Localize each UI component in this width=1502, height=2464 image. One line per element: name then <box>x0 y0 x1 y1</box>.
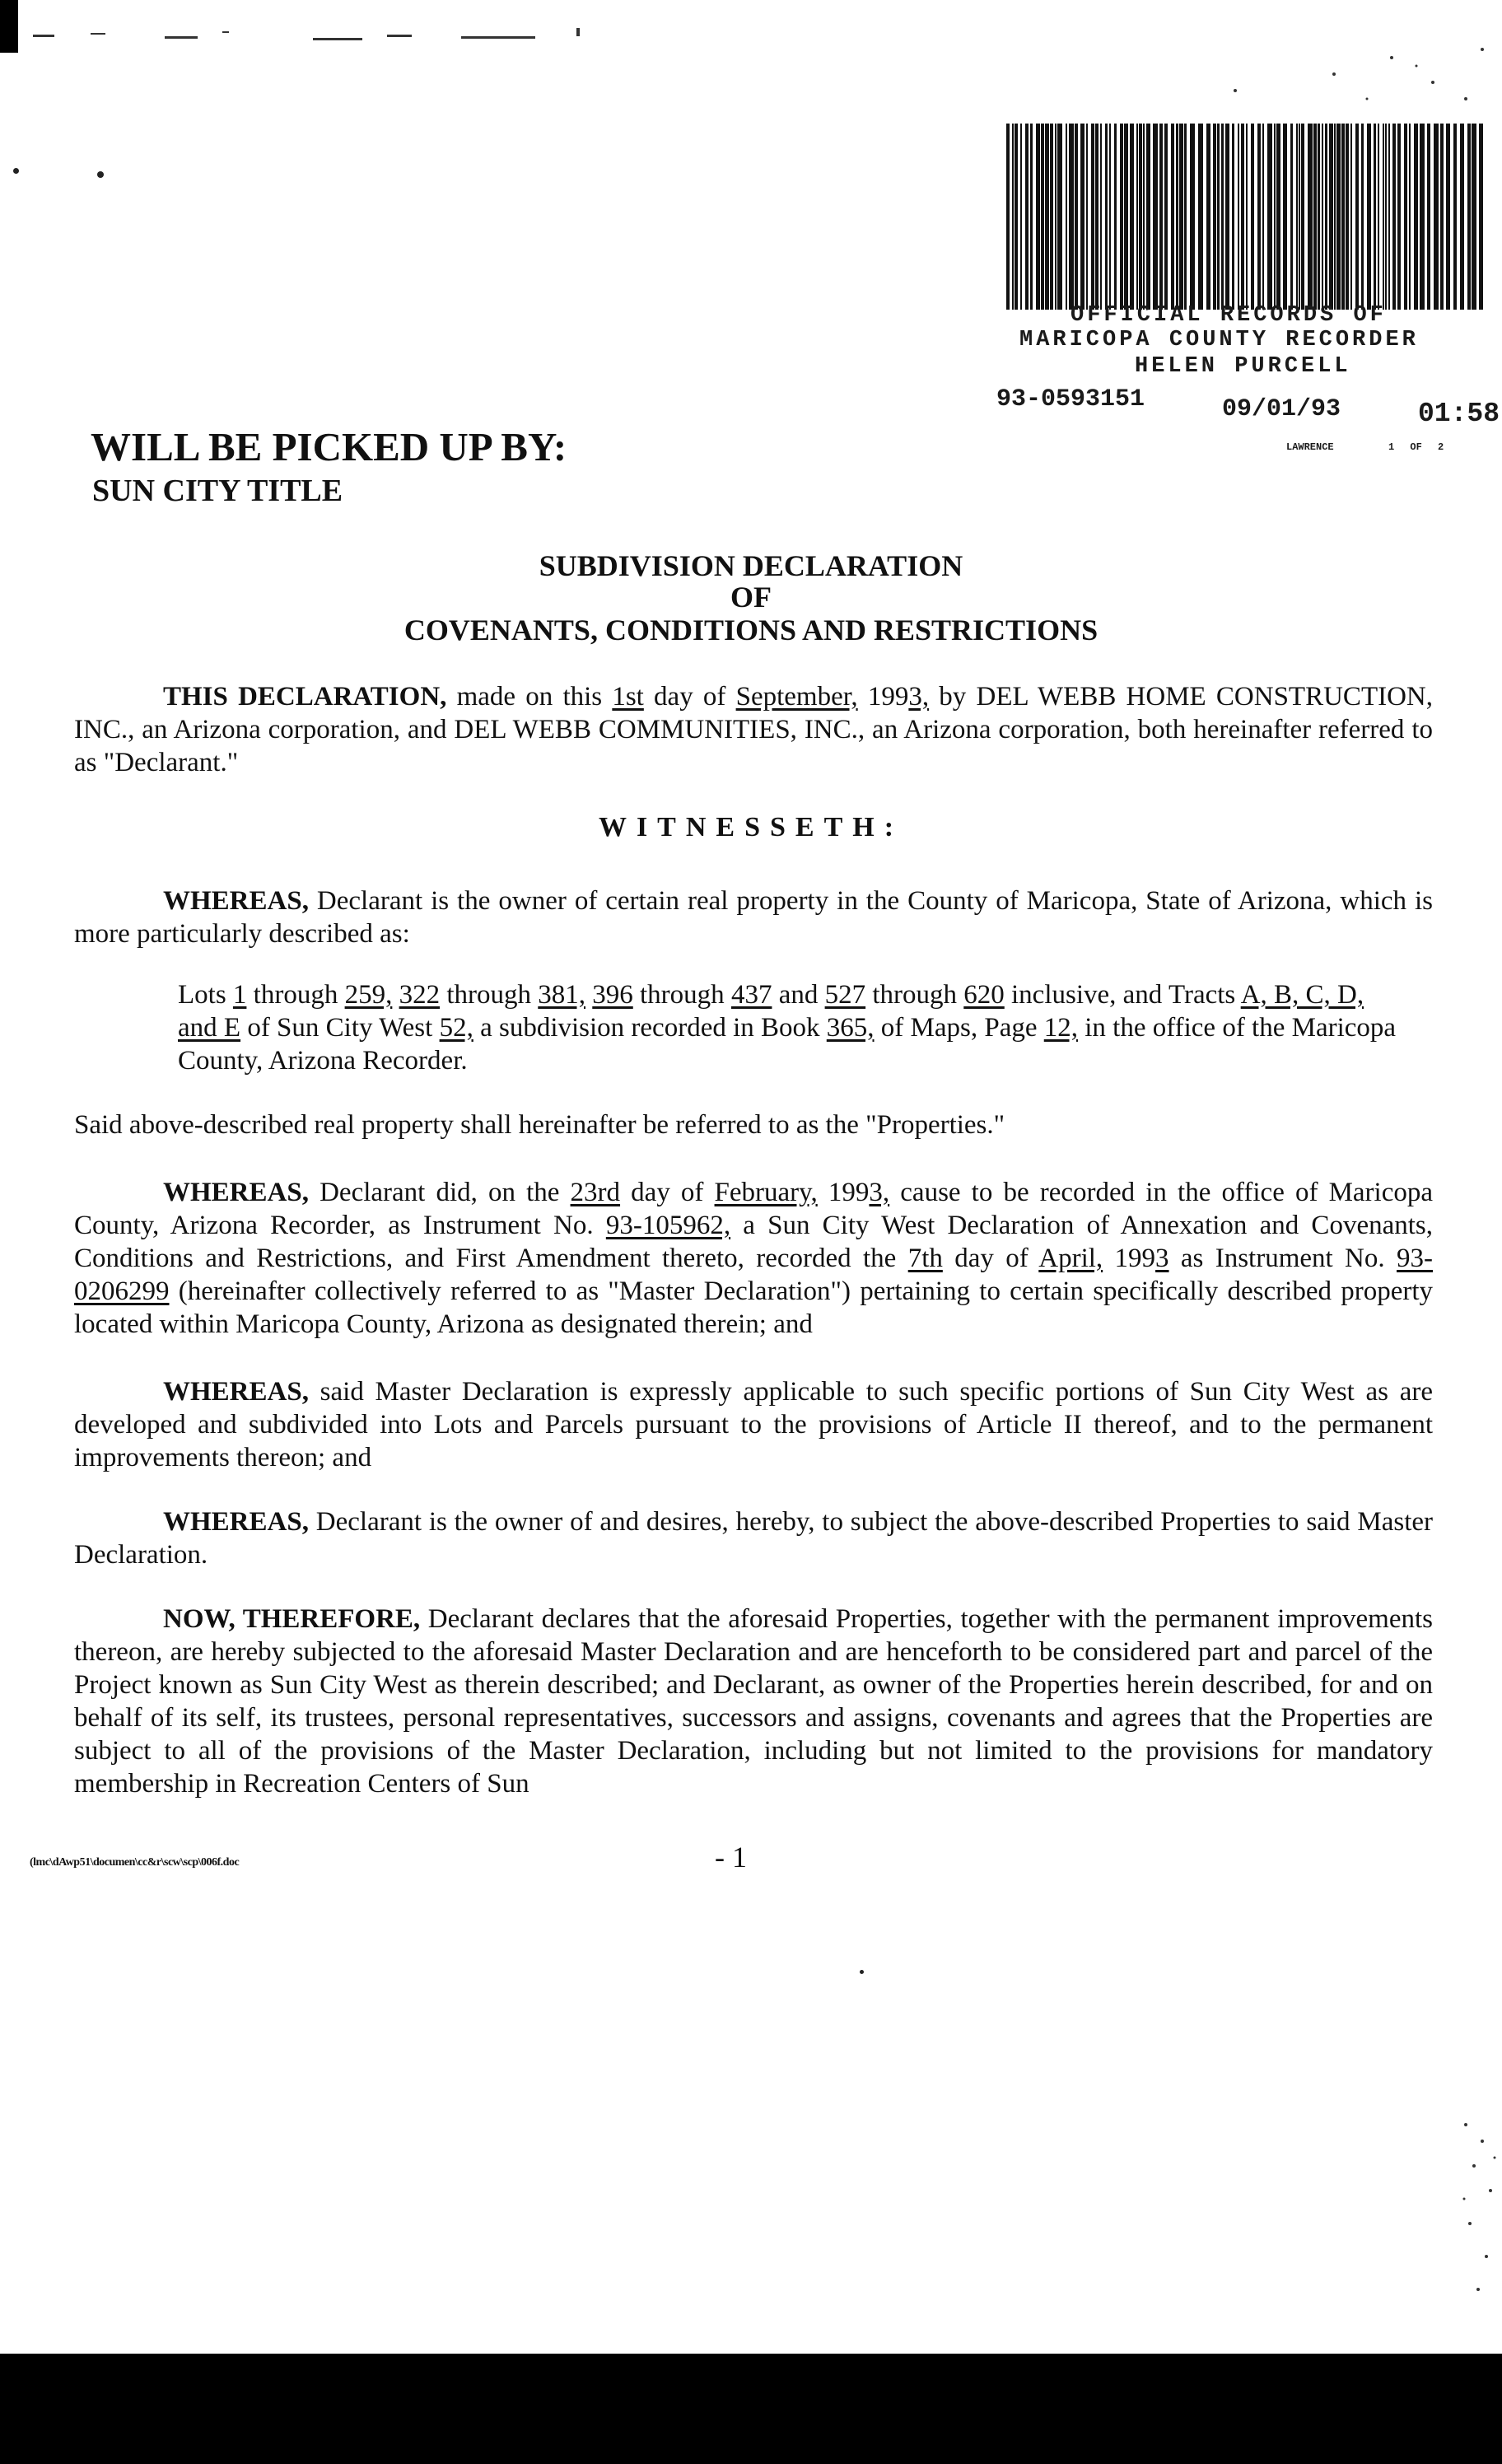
recorder-clerk: LAWRENCE <box>1286 441 1334 453</box>
scan-speck <box>860 1970 864 1974</box>
recorder-line-2: MARICOPA COUNTY RECORDER <box>1019 328 1419 352</box>
properties-definition: Said above-described real property shall hereinafter be referred to as the "Properties." <box>74 1110 1005 1140</box>
lots-description: Lots 1 through 259, 322 through 381, 396 through 437 and 527 through 620 inclusive, and Tracts A, B, C, D, and E of Sun City West 52, a subdivision recorded in Book 365, of Maps, Page 12, in the office of the Maricopa County, Arizona Recorder. <box>178 980 1397 1076</box>
title-line-3: COVENANTS, CONDITIONS AND RESTRICTIONS <box>403 614 1099 646</box>
recorder-date: 09/01/93 <box>1222 395 1341 423</box>
barcode-image <box>1006 124 1484 310</box>
recorder-page-of: 1 OF 2 <box>1388 441 1444 453</box>
whereas-paragraph-1: WHEREAS, Declarant is the owner of certain real property in the County of Maricopa, State of Arizona, which is more particularly described as: <box>74 886 1433 949</box>
title-line-1: SUBDIVISION DECLARATION <box>539 549 963 582</box>
whereas-paragraph-2: WHEREAS, Declarant did, on the 23rd day of February, 1993, cause to be recorded in the office of Maricopa County, Arizona Recorder, as Instrument No. 93-105962, a Sun City West Declaration of Annexation and Covenants, Conditions and Restrictions, and First Amendment thereto, recorded the 7th day of April, 1993 as Instrument No. 93-0206299 (hereinafter collectively referred to as "Master Declaration") pertaining to certain specifically described property located within Maricopa County, Arizona as designated therein; and <box>74 1178 1434 1339</box>
pickup-heading: WILL BE PICKED UP BY: <box>91 424 567 469</box>
title-line-2: OF <box>730 581 772 614</box>
now-therefore-paragraph: NOW, THEREFORE, Declarant declares that the aforesaid Properties, together with the permanent improvements thereon, are hereby subjected to the aforesaid Master Declaration and are henceforth to be considered part and parcel of the Project known as Sun City West as therein described; and Declarant, as owner of the Properties herein described, for and on behalf of its self, its trustees, personal representatives, successors and assigns, covenants and agrees that the Properties are subject to all of the provisions of the Master Declaration, including but not limited to the provisions for mandatory membership in Recreation Centers of Sun <box>74 1604 1433 1799</box>
intro-paragraph: THIS DECLARATION, made on this 1st day of September, 1993, by DEL WEBB HOME CONSTRUCTION, INC., an Arizona corporation, and DEL WEBB COMMUNITIES, INC., an Arizona corporation, both hereinafter referred to as "Declarant." <box>74 682 1433 777</box>
pickup-name: SUN CITY TITLE <box>92 474 343 508</box>
scan-speck <box>97 171 104 178</box>
recorder-line-1: OFFICIAL RECORDS OF <box>1071 303 1387 328</box>
scan-noise-right <box>1458 2108 1502 2322</box>
recorder-time: 01:58 <box>1418 399 1500 429</box>
recorder-instrument-number: 93-0593151 <box>996 385 1145 413</box>
page-number: - 1 <box>715 1841 747 1874</box>
scan-bottom-edge <box>0 2354 1502 2464</box>
recorder-line-3: HELEN PURCELL <box>1135 354 1351 379</box>
whereas-paragraph-3: WHEREAS, said Master Declaration is expressly applicable to such specific portions of Sun City West as are developed and subdivided into Lots and Parcels pursuant to the provisions of Article II thereof, and to the permanent improvements thereon; and <box>74 1377 1433 1472</box>
scan-speck <box>13 168 19 174</box>
witnesseth-heading: WITNESSETH: <box>598 812 904 842</box>
document-file-path: (lmc\dAwp51\documen\cc&r\scw\scp\006f.doc <box>30 1856 240 1869</box>
whereas-paragraph-4: WHEREAS, Declarant is the owner of and desires, hereby, to subject the above-described Properties to said Master Declaration. <box>74 1507 1433 1570</box>
scan-noise-top <box>0 0 1502 115</box>
